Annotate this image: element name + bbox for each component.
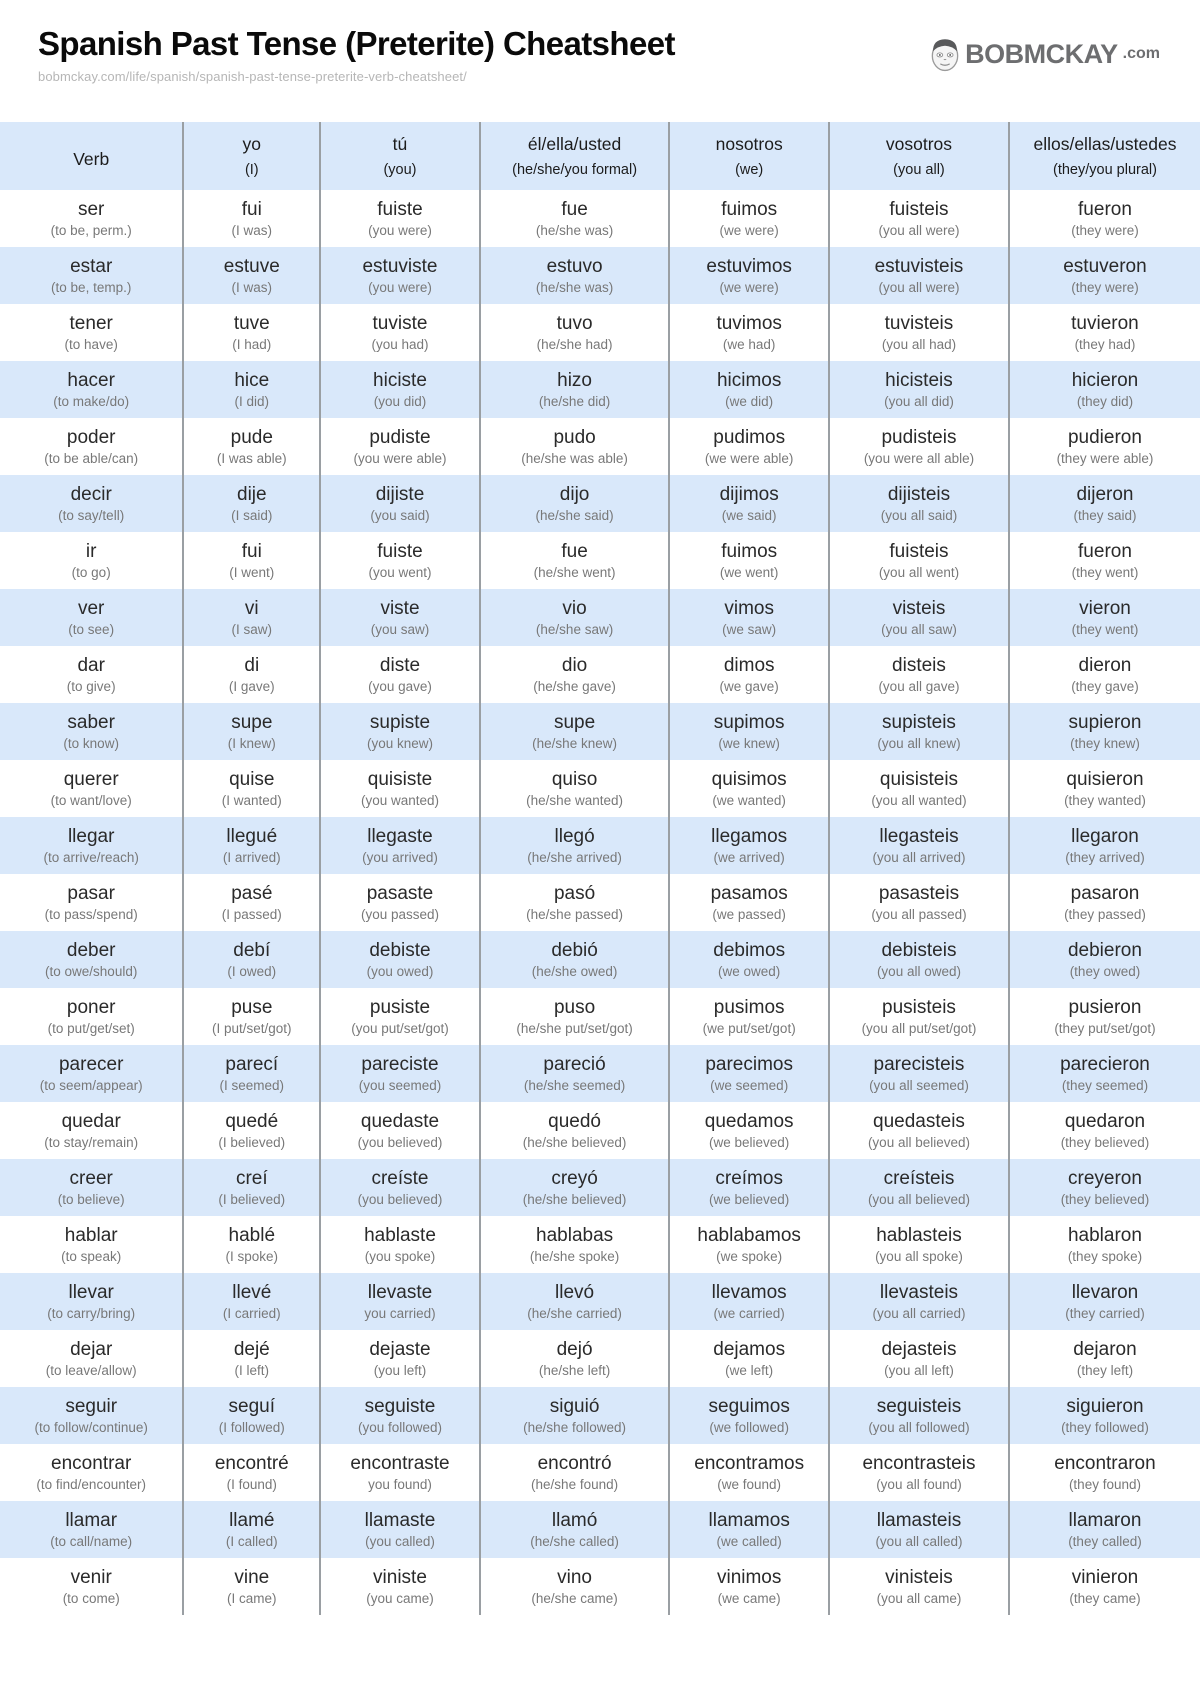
conjugation-cell: dije (I said) <box>182 475 319 532</box>
conjugation-cell: tuvieron (they had) <box>1008 304 1200 361</box>
conjugation-cell: hice (I did) <box>182 361 319 418</box>
conjugation-cell: pasé (I passed) <box>182 874 319 931</box>
column-header-1: Verb <box>73 149 110 169</box>
table-row <box>0 1330 1200 1387</box>
verb-cell: ser (to be, perm.) <box>50 198 132 238</box>
conjugation-cell: llegué (I arrived) <box>182 817 319 874</box>
conjugation-cell: estuvimos (we were) <box>668 247 828 304</box>
conjugation-cell: vino (he/she came) <box>479 1558 669 1615</box>
verb-cell: estar (to be, temp.) <box>51 255 132 295</box>
logo-wordmark: BOBMCKAY <box>965 38 1118 69</box>
conjugation-cell: fuimos (we were) <box>668 190 828 247</box>
page-header <box>0 0 1200 84</box>
conjugation-cell: hablabamos (we spoke) <box>668 1216 828 1273</box>
conjugation-cell: llegamos (we arrived) <box>668 817 828 874</box>
conjugation-cell: llevaron (they carried) <box>1008 1273 1200 1330</box>
conjugation-cell: dejaste (you left) <box>319 1330 479 1387</box>
conjugation-cell: quedaron (they believed) <box>1008 1102 1200 1159</box>
conjugation-cell: encontramos (we found) <box>668 1444 828 1501</box>
conjugation-cell: siguió (he/she followed) <box>479 1387 669 1444</box>
table-row <box>0 475 1200 532</box>
conjugation-cell: pasaste (you passed) <box>319 874 479 931</box>
conjugation-table <box>0 122 1200 1615</box>
conjugation-cell: llevó (he/she carried) <box>479 1273 669 1330</box>
conjugation-cell: quedé (I believed) <box>182 1102 319 1159</box>
conjugation-cell: creíste (you believed) <box>319 1159 479 1216</box>
conjugation-cell: debieron (they owed) <box>1008 931 1200 988</box>
verb-cell: llamar (to call/name) <box>50 1509 133 1549</box>
conjugation-cell: pusieron (they put/set/got) <box>1008 988 1200 1045</box>
conjugation-cell: tuviste (you had) <box>319 304 479 361</box>
verb-cell: creer (to believe) <box>57 1167 125 1207</box>
conjugation-cell: pusiste (you put/set/got) <box>319 988 479 1045</box>
conjugation-cell: creí (I believed) <box>182 1159 319 1216</box>
logo-tld: .com <box>1122 45 1160 62</box>
conjugation-cell: tuve (I had) <box>182 304 319 361</box>
conjugation-cell: supimos (we knew) <box>668 703 828 760</box>
conjugation-cell: hablé (I spoke) <box>182 1216 319 1273</box>
table-row <box>0 874 1200 931</box>
conjugation-cell: vi (I saw) <box>182 589 319 646</box>
conjugation-cell: creísteis (you all believed) <box>828 1159 1008 1216</box>
conjugation-cell: dieron (they gave) <box>1008 646 1200 703</box>
table-row <box>0 931 1200 988</box>
conjugation-cell: hicisteis (you all did) <box>828 361 1008 418</box>
table-row <box>0 1216 1200 1273</box>
conjugation-cell: llegó (he/she arrived) <box>479 817 669 874</box>
conjugation-cell: quisimos (we wanted) <box>668 760 828 817</box>
conjugation-cell: fueron (they went) <box>1008 532 1200 589</box>
conjugation-cell: quedaste (you believed) <box>319 1102 479 1159</box>
conjugation-cell: debisteis (you all owed) <box>828 931 1008 988</box>
table-row <box>0 1501 1200 1558</box>
conjugation-cell: dijeron (they said) <box>1008 475 1200 532</box>
conjugation-cell: vio (he/she saw) <box>479 589 669 646</box>
table-row <box>0 988 1200 1045</box>
verb-cell: poner (to put/get/set) <box>47 996 135 1036</box>
conjugation-cell: fuimos (we went) <box>668 532 828 589</box>
conjugation-cell: hablaste (you spoke) <box>319 1216 479 1273</box>
conjugation-cell: creyó (he/she believed) <box>479 1159 669 1216</box>
table-row <box>0 418 1200 475</box>
table-row <box>0 1444 1200 1501</box>
conjugation-cell: dejó (he/she left) <box>479 1330 669 1387</box>
conjugation-cell: vinieron (they came) <box>1008 1558 1200 1615</box>
conjugation-cell: dejamos (we left) <box>668 1330 828 1387</box>
conjugation-cell: hablabas (he/she spoke) <box>479 1216 669 1273</box>
conjugation-cell: encontró (he/she found) <box>479 1444 669 1501</box>
conjugation-cell: hiciste (you did) <box>319 361 479 418</box>
conjugation-cell: dijiste (you said) <box>319 475 479 532</box>
table-row <box>0 1273 1200 1330</box>
table-row <box>0 361 1200 418</box>
conjugation-cell: llegaste (you arrived) <box>319 817 479 874</box>
conjugation-cell: dijo (he/she said) <box>479 475 669 532</box>
conjugation-cell: debí (I owed) <box>182 931 319 988</box>
conjugation-cell: fuiste (you went) <box>319 532 479 589</box>
conjugation-cell: llevasteis (you all carried) <box>828 1273 1008 1330</box>
conjugation-cell: creímos (we believed) <box>668 1159 828 1216</box>
conjugation-cell: pude (I was able) <box>182 418 319 475</box>
conjugation-cell: pasasteis (you all passed) <box>828 874 1008 931</box>
verb-cell: dar (to give) <box>66 654 116 694</box>
conjugation-cell: llegaron (they arrived) <box>1008 817 1200 874</box>
table-row <box>0 190 1200 247</box>
table-header-row <box>0 122 1200 190</box>
conjugation-cell: pudo (he/she was able) <box>479 418 669 475</box>
conjugation-cell: vimos (we saw) <box>668 589 828 646</box>
page-title: Spanish Past Tense (Preterite) Cheatsheet <box>38 25 675 62</box>
verb-cell: pasar (to pass/spend) <box>44 882 138 922</box>
conjugation-cell: llevaste you carried) <box>319 1273 479 1330</box>
page-url: bobmckay.com/life/spanish/spanish-past-tense-preterite-verb-cheatsheet/ <box>38 69 467 85</box>
conjugation-cell: fui (I went) <box>182 532 319 589</box>
verb-cell: llegar (to arrive/reach) <box>43 825 139 865</box>
conjugation-cell: viste (you saw) <box>319 589 479 646</box>
conjugation-cell: creyeron (they believed) <box>1008 1159 1200 1216</box>
conjugation-cell: hicimos (we did) <box>668 361 828 418</box>
conjugation-cell: quisieron (they wanted) <box>1008 760 1200 817</box>
table-row <box>0 703 1200 760</box>
conjugation-cell: pareció (he/she seemed) <box>479 1045 669 1102</box>
verb-cell: ver (to see) <box>68 597 115 637</box>
conjugation-cell: debió (he/she owed) <box>479 931 669 988</box>
conjugation-cell: vine (I came) <box>182 1558 319 1615</box>
conjugation-cell: supe (he/she knew) <box>479 703 669 760</box>
conjugation-cell: llamaste (you called) <box>319 1501 479 1558</box>
conjugation-cell: dijimos (we said) <box>668 475 828 532</box>
conjugation-cell: quisisteis (you all wanted) <box>828 760 1008 817</box>
conjugation-cell: parecí (I seemed) <box>182 1045 319 1102</box>
conjugation-cell: vinisteis (you all came) <box>828 1558 1008 1615</box>
conjugation-cell: vieron (they went) <box>1008 589 1200 646</box>
conjugation-cell: llamamos (we called) <box>668 1501 828 1558</box>
conjugation-cell: quedó (he/she believed) <box>479 1102 669 1159</box>
conjugation-cell: visteis (you all saw) <box>828 589 1008 646</box>
conjugation-cell: seguí (I followed) <box>182 1387 319 1444</box>
conjugation-cell: debiste (you owed) <box>319 931 479 988</box>
verb-cell: parecer (to seem/appear) <box>39 1053 143 1093</box>
verb-cell: hablar (to speak) <box>61 1224 122 1264</box>
conjugation-cell: vinimos (we came) <box>668 1558 828 1615</box>
table-row <box>0 247 1200 304</box>
conjugation-cell: estuvo (he/she was) <box>479 247 669 304</box>
conjugation-cell: quedamos (we believed) <box>668 1102 828 1159</box>
conjugation-cell: parecieron (they seemed) <box>1008 1045 1200 1102</box>
table-row <box>0 646 1200 703</box>
conjugation-cell: llevé (I carried) <box>182 1273 319 1330</box>
conjugation-cell: di (I gave) <box>182 646 319 703</box>
conjugation-cell: fuisteis (you all were) <box>828 190 1008 247</box>
verb-cell: seguir (to follow/continue) <box>34 1395 148 1435</box>
conjugation-cell: supisteis (you all knew) <box>828 703 1008 760</box>
conjugation-cell: quedasteis (you all believed) <box>828 1102 1008 1159</box>
table-body <box>0 190 1200 1615</box>
conjugation-cell: viniste (you came) <box>319 1558 479 1615</box>
conjugation-cell: fuiste (you were) <box>319 190 479 247</box>
table-row <box>0 1159 1200 1216</box>
bob-face-icon <box>930 36 960 72</box>
conjugation-cell: seguiste (you followed) <box>319 1387 479 1444</box>
conjugation-cell: pasaron (they passed) <box>1008 874 1200 931</box>
verb-cell: ir (to go) <box>71 540 111 580</box>
conjugation-cell: parecimos (we seemed) <box>668 1045 828 1102</box>
conjugation-cell: llamé (I called) <box>182 1501 319 1558</box>
conjugation-cell: hicieron (they did) <box>1008 361 1200 418</box>
verb-cell: querer (to want/love) <box>50 768 132 808</box>
conjugation-cell: puso (he/she put/set/got) <box>479 988 669 1045</box>
conjugation-cell: encontré (I found) <box>182 1444 319 1501</box>
conjugation-cell: fuisteis (you all went) <box>828 532 1008 589</box>
table-row <box>0 1558 1200 1615</box>
verb-cell: tener (to have) <box>64 312 118 352</box>
conjugation-cell: quiso (he/she wanted) <box>479 760 669 817</box>
conjugation-cell: pudimos (we were able) <box>668 418 828 475</box>
conjugation-cell: tuvimos (we had) <box>668 304 828 361</box>
conjugation-cell: dimos (we gave) <box>668 646 828 703</box>
conjugation-cell: dejé (I left) <box>182 1330 319 1387</box>
conjugation-cell: estuviste (you were) <box>319 247 479 304</box>
conjugation-cell: tuvisteis (you all had) <box>828 304 1008 361</box>
conjugation-cell: llegasteis (you all arrived) <box>828 817 1008 874</box>
column-header-6: vosotros (you all) <box>828 122 1008 190</box>
conjugation-cell: pasamos (we passed) <box>668 874 828 931</box>
conjugation-cell: fui (I was) <box>182 190 319 247</box>
verb-cell: quedar (to stay/remain) <box>44 1110 139 1150</box>
conjugation-cell: siguieron (they followed) <box>1008 1387 1200 1444</box>
conjugation-cell: pudiste (you were able) <box>319 418 479 475</box>
conjugation-cell: quise (I wanted) <box>182 760 319 817</box>
verb-cell: llevar (to carry/bring) <box>47 1281 136 1321</box>
table-row <box>0 304 1200 361</box>
conjugation-cell: disteis (you all gave) <box>828 646 1008 703</box>
conjugation-cell: hablasteis (you all spoke) <box>828 1216 1008 1273</box>
column-header-3: tú (you) <box>319 122 479 190</box>
verb-cell: hacer (to make/do) <box>53 369 130 409</box>
table-row <box>0 1387 1200 1444</box>
column-header-2: yo (I) <box>182 122 319 190</box>
header-text-block <box>38 26 675 84</box>
conjugation-cell: pudieron (they were able) <box>1008 418 1200 475</box>
conjugation-cell: fue (he/she was) <box>479 190 669 247</box>
conjugation-cell: parecisteis (you all seemed) <box>828 1045 1008 1102</box>
conjugation-cell: estuvisteis (you all were) <box>828 247 1008 304</box>
verb-cell: deber (to owe/should) <box>45 939 138 979</box>
conjugation-cell: pudisteis (you were all able) <box>828 418 1008 475</box>
conjugation-cell: seguimos (we followed) <box>668 1387 828 1444</box>
verb-cell: dejar (to leave/allow) <box>45 1338 137 1378</box>
verb-cell: decir (to say/tell) <box>58 483 125 523</box>
conjugation-cell: hizo (he/she did) <box>479 361 669 418</box>
conjugation-cell: debimos (we owed) <box>668 931 828 988</box>
conjugation-cell: estuveron (they were) <box>1008 247 1200 304</box>
verb-cell: saber (to know) <box>63 711 119 751</box>
table-row <box>0 589 1200 646</box>
conjugation-cell: encontraron (they found) <box>1008 1444 1200 1501</box>
conjugation-cell: dio (he/she gave) <box>479 646 669 703</box>
conjugation-cell: dijisteis (you all said) <box>828 475 1008 532</box>
conjugation-cell: llamasteis (you all called) <box>828 1501 1008 1558</box>
conjugation-cell: fueron (they were) <box>1008 190 1200 247</box>
conjugation-cell: dejaron (they left) <box>1008 1330 1200 1387</box>
conjugation-cell: supiste (you knew) <box>319 703 479 760</box>
conjugation-cell: llamaron (they called) <box>1008 1501 1200 1558</box>
table-row <box>0 1102 1200 1159</box>
column-header-5: nosotros (we) <box>668 122 828 190</box>
conjugation-cell: diste (you gave) <box>319 646 479 703</box>
conjugation-cell: puse (I put/set/got) <box>182 988 319 1045</box>
conjugation-cell: encontrasteis (you all found) <box>828 1444 1008 1501</box>
conjugation-cell: fue (he/she went) <box>479 532 669 589</box>
conjugation-cell: hablaron (they spoke) <box>1008 1216 1200 1273</box>
table-row <box>0 817 1200 874</box>
verb-cell: encontrar (to find/encounter) <box>36 1452 146 1492</box>
conjugation-cell: llamó (he/she called) <box>479 1501 669 1558</box>
table-row <box>0 760 1200 817</box>
conjugation-cell: pusimos (we put/set/got) <box>668 988 828 1045</box>
conjugation-cell: llevamos (we carried) <box>668 1273 828 1330</box>
conjugation-cell: encontraste you found) <box>319 1444 479 1501</box>
conjugation-cell: dejasteis (you all left) <box>828 1330 1008 1387</box>
table-row <box>0 532 1200 589</box>
conjugation-cell: pasó (he/she passed) <box>479 874 669 931</box>
conjugation-cell: pusisteis (you all put/set/got) <box>828 988 1008 1045</box>
conjugation-cell: supe (I knew) <box>182 703 319 760</box>
site-logo <box>930 36 1160 72</box>
conjugation-cell: pareciste (you seemed) <box>319 1045 479 1102</box>
conjugation-cell: quisiste (you wanted) <box>319 760 479 817</box>
column-header-7: ellos/ellas/ustedes (they/you plural) <box>1008 122 1200 190</box>
column-header-4: él/ella/usted (he/she/you formal) <box>479 122 669 190</box>
conjugation-cell: estuve (I was) <box>182 247 319 304</box>
conjugation-cell: seguisteis (you all followed) <box>828 1387 1008 1444</box>
conjugation-cell: supieron (they knew) <box>1008 703 1200 760</box>
verb-cell: venir (to come) <box>62 1566 120 1606</box>
conjugation-cell: tuvo (he/she had) <box>479 304 669 361</box>
verb-cell: poder (to be able/can) <box>44 426 139 466</box>
table-row <box>0 1045 1200 1102</box>
